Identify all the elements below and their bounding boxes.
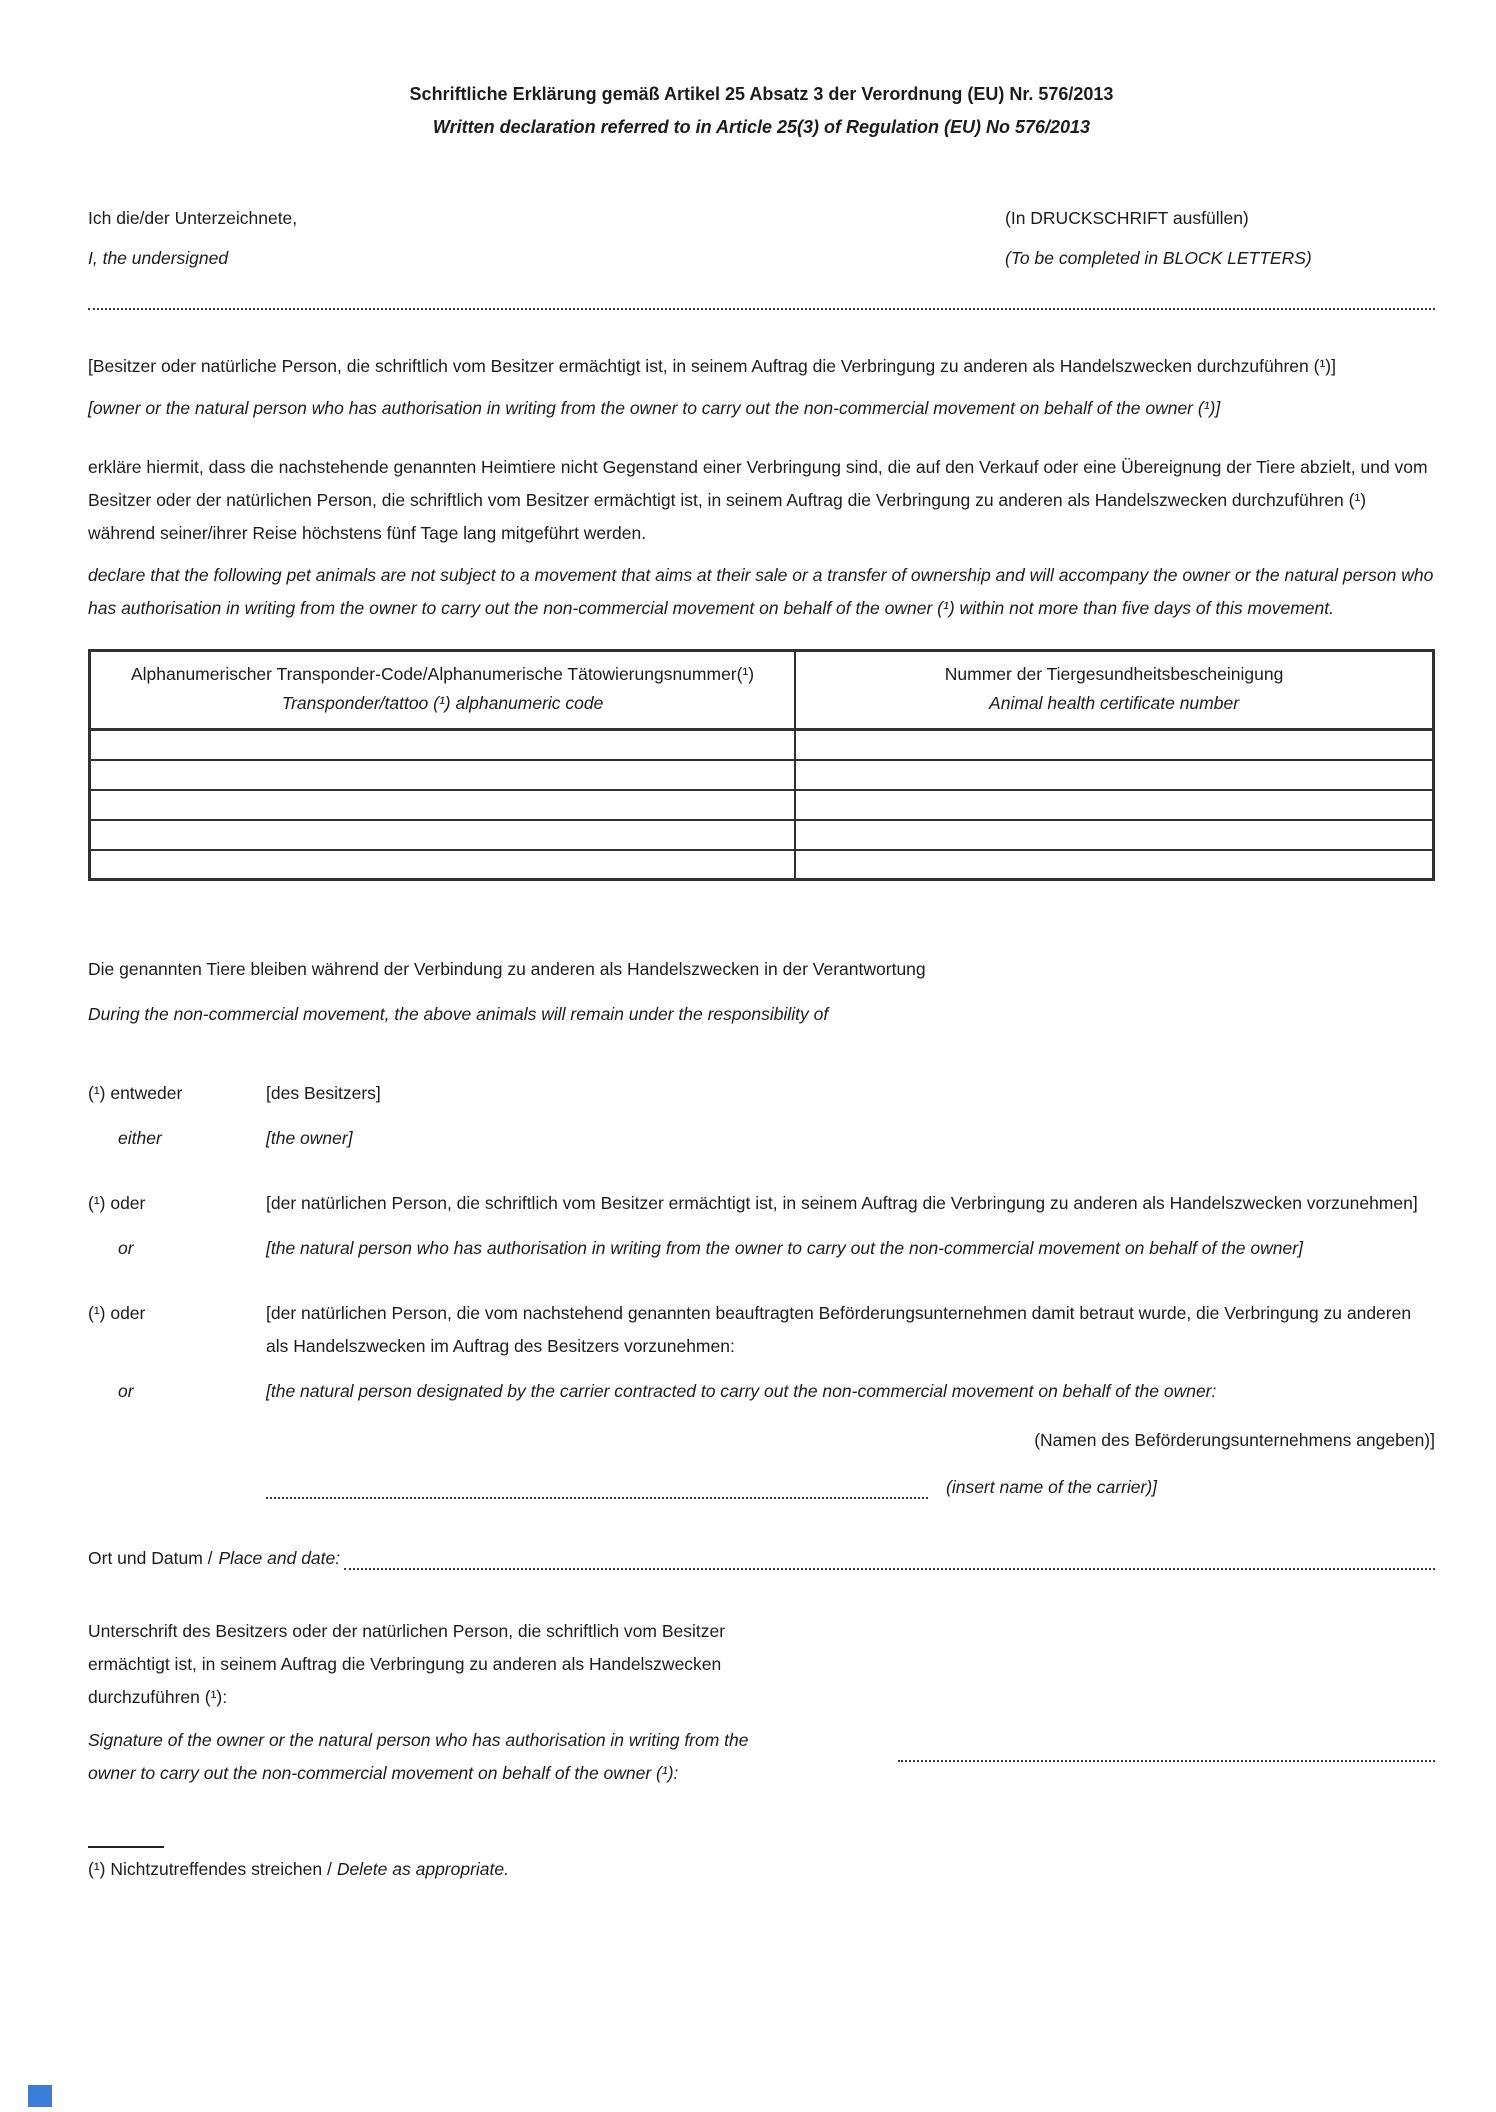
undersigned-section	[88, 198, 1435, 278]
carrier-name-fill-line[interactable]	[266, 1497, 928, 1499]
certificate-column-header-de: Nummer der Tiergesundheitsbescheinigung	[944, 664, 1284, 684]
place-date-label-de: Ort und Datum /	[88, 1548, 213, 1568]
transponder-cell[interactable]	[90, 820, 796, 850]
footnote-section	[88, 1846, 1435, 1884]
transponder-column-header	[90, 651, 796, 730]
transponder-cell[interactable]	[90, 760, 796, 790]
option-authorised-person-text-de: [der natürlichen Person, die schriftlich vom Besitzer ermächtigt ist, in seinem Auftrag die Verbringung zu anderen als Handelszwecken vorzunehmen]	[266, 1193, 1418, 1213]
footnote-en: Delete as appropriate.	[336, 1859, 510, 1879]
transponder-cell[interactable]	[90, 790, 796, 820]
undersigned-label-en: I, the undersigned	[88, 248, 229, 268]
certificate-column-header	[795, 651, 1433, 730]
footnote-rule	[88, 1846, 164, 1848]
certificate-cell[interactable]	[795, 790, 1433, 820]
page-corner-marker	[28, 2085, 52, 2107]
place-date-row	[88, 1542, 1435, 1575]
option-authorised-person-marker-de: (¹) oder	[88, 1193, 146, 1213]
place-date-fill-line[interactable]	[344, 1568, 1435, 1570]
footnote-de: (¹) Nichtzutreffendes streichen /	[88, 1859, 332, 1879]
certificate-column-header-en: Animal health certificate number	[989, 693, 1240, 713]
footnote-line	[88, 1854, 1435, 1884]
form-title-de: Schriftliche Erklärung gemäß Artikel 25 Absatz 3 der Verordnung (EU) Nr. 576/2013	[409, 84, 1114, 104]
pets-table-body	[90, 730, 1434, 880]
signature-line-column	[768, 1615, 1435, 1790]
option-owner-marker-de: (¹) entweder	[88, 1083, 183, 1103]
certificate-cell[interactable]	[795, 850, 1433, 880]
declaration-paragraph-de: erkläre hiermit, dass die nachstehende genannten Heimtiere nicht Gegenstand einer Verbringung sind, die auf den Verkauf oder eine Übereignung der Tiere abzielt, und vom Besitzer oder der natürlichen Person, die schriftlich vom Besitzer ermächtigt ist, in seinem Auftrag die Verbringung zu anderen als Handelszwecken durchzuführen (¹) während seiner/ihrer Reise höchstens fünf Tage lang mitgeführt werden.	[88, 457, 1428, 543]
block-letters-note	[1005, 198, 1435, 278]
pets-table-row	[90, 730, 1434, 760]
signature-label-en: Signature of the owner or the natural person who has authorisation in writing from the owner to carry out the non-commercial movement on behalf of the owner (¹):	[88, 1730, 749, 1783]
transponder-cell[interactable]	[90, 730, 796, 760]
option-authorised-person	[88, 1187, 1435, 1265]
pets-table-row	[90, 790, 1434, 820]
undersigned-label-de: Ich die/der Unterzeichnete,	[88, 208, 298, 228]
pets-table	[88, 649, 1435, 881]
option-carrier-person-text-en: [the natural person designated by the carrier contracted to carry out the non-commercial movement on behalf of the owner:	[266, 1381, 1217, 1401]
certificate-cell[interactable]	[795, 760, 1433, 790]
option-carrier-person-marker-en: or	[118, 1381, 134, 1401]
option-owner-marker-en: either	[118, 1128, 162, 1148]
certificate-cell[interactable]	[795, 820, 1433, 850]
transponder-cell[interactable]	[90, 850, 796, 880]
block-letters-note-de: (In DRUCKSCHRIFT ausfüllen)	[1005, 208, 1249, 228]
declaration-paragraph-en: declare that the following pet animals are not subject to a movement that aims at their sale or a transfer of ownership and will accompany the owner or the natural person who has authorisation in writing from the owner to carry out the non-commercial movement on behalf of the owner (¹) within not more than five days of this movement.	[88, 565, 1434, 618]
signature-label-de: Unterschrift des Besitzers oder der natürlichen Person, die schriftlich vom Besitzer ermächtigt ist, in seinem Auftrag die Verbringung zu anderen als Handelszwecken durchzuführen (¹):	[88, 1621, 726, 1707]
responsibility-de: Die genannten Tiere bleiben während der Verbindung zu anderen als Handelszwecken in der Verantwortung	[88, 959, 926, 979]
undersigned-name-fill-line[interactable]	[88, 308, 1435, 310]
option-authorised-person-text-en: [the natural person who has authorisation in writing from the owner to carry out the non-commercial movement on behalf of the owner]	[266, 1238, 1303, 1258]
owner-clause-en: [owner or the natural person who has authorisation in writing from the owner to carry out the non-commercial movement on behalf of the owner (¹)]	[88, 398, 1221, 418]
form-title	[88, 78, 1435, 144]
form-title-en: Written declaration referred to in Article 25(3) of Regulation (EU) No 576/2013	[432, 117, 1091, 137]
transponder-column-header-de: Alphanumerischer Transponder-Code/Alphanumerische Tätowierungsnummer(¹)	[130, 664, 755, 684]
option-owner-text-de: [des Besitzers]	[266, 1083, 381, 1103]
carrier-name-note-de: (Namen des Beförderungsunternehmens angeben)]	[1034, 1430, 1435, 1450]
responsibility-en: During the non-commercial movement, the above animals will remain under the responsibility of	[88, 1004, 829, 1024]
signature-labels	[88, 1615, 768, 1790]
responsibility-options	[88, 1077, 1435, 1504]
pets-table-row	[90, 820, 1434, 850]
block-letters-note-en: (To be completed in BLOCK LETTERS)	[1005, 248, 1312, 268]
option-owner	[88, 1077, 1435, 1155]
pets-table-header	[90, 651, 1434, 730]
carrier-name-note-en: (insert name of the carrier)]	[946, 1477, 1158, 1497]
pets-table-row	[90, 760, 1434, 790]
certificate-cell[interactable]	[795, 730, 1433, 760]
option-carrier-person	[88, 1297, 1435, 1504]
option-carrier-person-marker-de: (¹) oder	[88, 1303, 146, 1323]
carrier-name-row	[266, 1471, 1435, 1504]
place-date-label-en: Place and date:	[218, 1548, 341, 1568]
option-carrier-person-text-de: [der natürlichen Person, die vom nachstehend genannten beauftragten Beförderungsunternehmen damit betraut wurde, die Verbringung zu anderen als Handelszwecken im Auftrag des Besitzers vorzunehmen:	[266, 1303, 1412, 1356]
option-authorised-person-marker-en: or	[118, 1238, 134, 1258]
owner-clause-de: [Besitzer oder natürliche Person, die schriftlich vom Besitzer ermächtigt ist, in seinem Auftrag die Verbringung zu anderen als Handelszwecken durchzuführen (¹)]	[88, 356, 1336, 376]
signature-fill-line[interactable]	[898, 1760, 1435, 1762]
signature-section	[88, 1615, 1435, 1790]
undersigned-labels	[88, 198, 297, 278]
option-owner-text-en: [the owner]	[266, 1128, 353, 1148]
transponder-column-header-en: Transponder/tattoo (¹) alphanumeric code	[281, 693, 604, 713]
pets-table-row	[90, 850, 1434, 880]
